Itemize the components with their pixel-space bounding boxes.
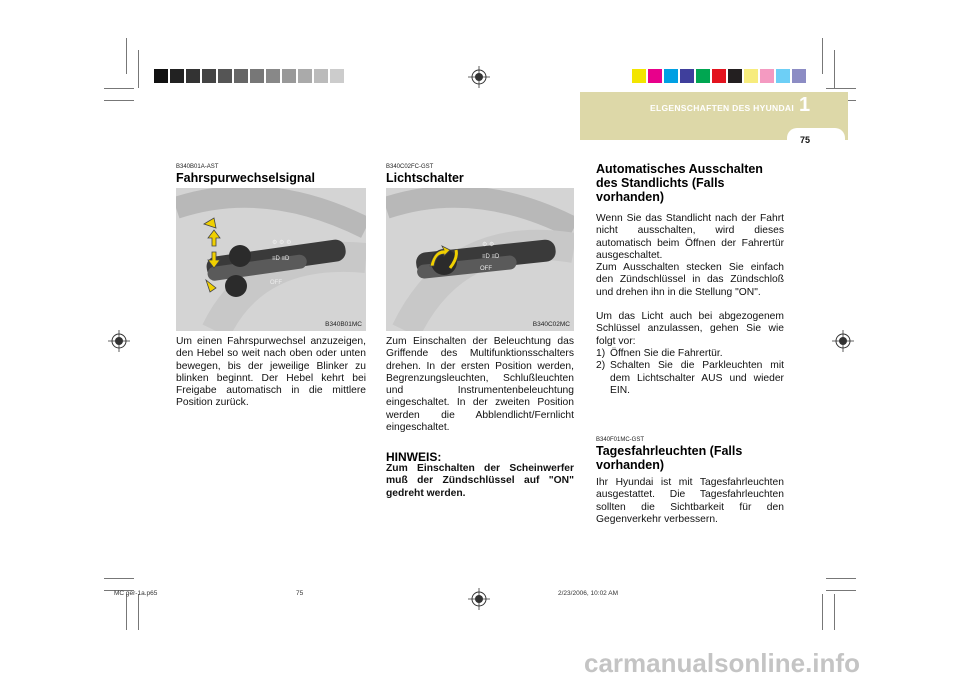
page-number: 75: [799, 135, 810, 145]
color-swatch: [266, 69, 280, 83]
section-heading: Automatisches Ausschalten des Standlichts (Falls vorhanden): [596, 162, 763, 204]
light-switch-figure: [386, 188, 574, 331]
list-item-text: Schalten Sie die Parkleuchten mit dem Lichtschalter AUS und wieder EIN.: [610, 360, 784, 396]
color-swatch: [760, 69, 774, 83]
color-swatch: [648, 69, 662, 83]
color-calibration-bar: [632, 69, 808, 83]
registration-mark-icon: [468, 588, 490, 610]
color-swatch: [234, 69, 248, 83]
light-switch-illustration: [386, 188, 574, 331]
list-item-number: 1): [596, 347, 606, 359]
footer-file: MC ger-1a.p65: [114, 590, 158, 597]
color-swatch: [202, 69, 216, 83]
svg-text:⚙ ⚙: ⚙ ⚙: [482, 242, 495, 248]
watermark: carmanualsonline.info: [584, 648, 860, 678]
figure-label: B340B01MC: [325, 321, 362, 328]
footer-page: 75: [296, 590, 304, 597]
paragraph: Um einen Fahrspurwechsel anzuzeigen, den Hebel so weit nach oben oder unten bewegen, bis der jeweilige Blinker zu blinken beginnt. Der Hebel kehrt bei Freigabe automatisch in die mittlere Position zurück.: [176, 336, 366, 409]
registration-mark-icon: [468, 66, 490, 88]
color-swatch: [728, 69, 742, 83]
registration-mark-icon: [108, 330, 130, 352]
footer-date: 2/23/2006, 10:02 AM: [558, 590, 618, 597]
list-item-number: 2): [596, 360, 606, 372]
list-item-text: Öffnen Sie die Fahrertür.: [610, 347, 723, 359]
section-code: B340B01A-AST: [176, 164, 219, 170]
color-swatch: [712, 69, 726, 83]
svg-text:OFF: OFF: [270, 280, 282, 286]
registration-mark-icon: [832, 330, 854, 352]
color-swatch: [250, 69, 264, 83]
steps-list: [596, 348, 784, 397]
color-swatch: [776, 69, 790, 83]
color-swatch: [632, 69, 646, 83]
section-heading: Lichtschalter: [386, 171, 464, 185]
color-swatch: [664, 69, 678, 83]
color-swatch: [298, 69, 312, 83]
steering-lever-illustration: [176, 188, 366, 331]
list-item: [596, 360, 784, 397]
svg-text:⚙ ⚙ ⚙: ⚙ ⚙ ⚙: [272, 240, 292, 246]
svg-text:OFF: OFF: [480, 266, 492, 272]
color-swatch: [282, 69, 296, 83]
color-swatch: [696, 69, 710, 83]
section-code: B340F01MC-GST: [596, 437, 645, 443]
svg-text:≡D ≡D: ≡D ≡D: [482, 254, 500, 260]
paragraph-text: Zum Ausschalten stecken Sie einfach den Zündschlüssel in das Zündschloß und drehen ihn in die Stellung "ON".: [596, 262, 784, 298]
color-swatch: [170, 69, 184, 83]
paragraph-text: Wenn Sie das Standlicht nach der Fahrt nicht ausschalten, wird dieses automatisch beim Öffnen der Fahrertür ausgeschaltet.: [596, 213, 784, 261]
color-swatch: [680, 69, 694, 83]
svg-text:≡D ≡D: ≡D ≡D: [272, 256, 290, 262]
color-swatch: [744, 69, 758, 83]
note-heading: HINWEIS:: [386, 450, 442, 464]
note-body: Zum Einschalten der Scheinwerfer muß der Zündschlüssel auf "ON" gedreht werden.: [386, 463, 574, 499]
color-swatch: [792, 69, 806, 83]
section-code: B340C02FC-GST: [386, 164, 434, 170]
color-swatch: [314, 69, 328, 83]
turn-signal-lever-figure: [176, 188, 366, 331]
color-swatch: [186, 69, 200, 83]
list-item: [596, 348, 784, 360]
paragraph: Ihr Hyundai ist mit Tagesfahrleuchten ausgestattet. Die Tagesfahrleuchten sollten die Sichtbarkeit für den Gegenverkehr verbessern.: [596, 477, 784, 525]
section-title: ELGENSCHAFTEN DES HYUNDAI: [650, 103, 794, 113]
chapter-number: 1: [799, 94, 811, 116]
color-swatch: [330, 69, 344, 83]
gray-calibration-bar: [154, 69, 346, 83]
section-heading: Tagesfahrleuchten (Falls vorhanden): [596, 444, 743, 472]
section-heading: Fahrspurwechselsignal: [176, 171, 315, 185]
paragraph-text: Um das Licht auch bei abgezogenem Schlüssel anzulassen, gehen Sie wie folgt vor:: [596, 311, 784, 347]
figure-label: B340C02MC: [532, 321, 570, 328]
color-swatch: [218, 69, 232, 83]
paragraph: [596, 213, 784, 397]
paragraph: Zum Einschalten der Beleuchtung das Griffende des Multifunktionsschalters drehen. In der ersten Position werden, Begrenzungsleuchten, Schlußleuchten und Instrumentenbeleuchtung eingeschaltet. In der zweiten Position werden die Abblendlicht/Fernlicht eingeschaltet.: [386, 336, 574, 434]
color-swatch: [154, 69, 168, 83]
